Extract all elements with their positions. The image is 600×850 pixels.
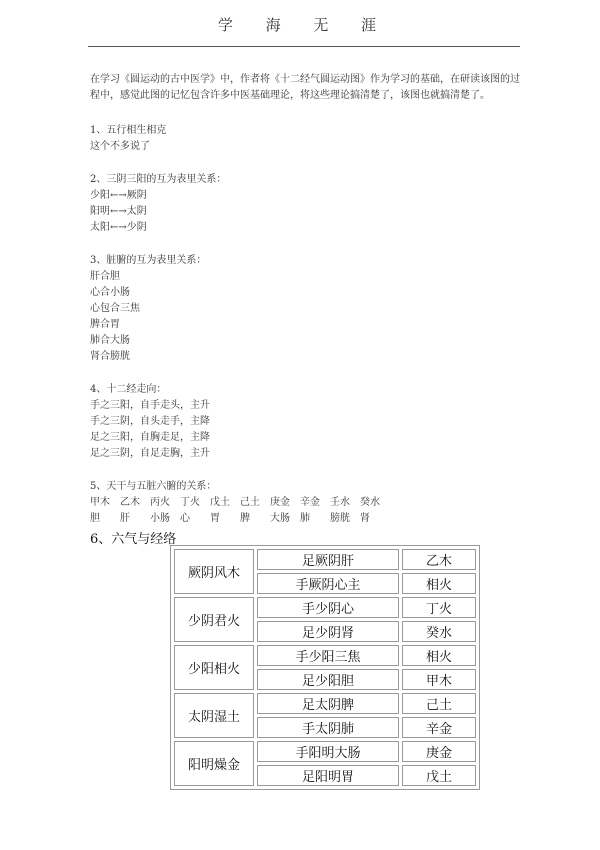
meridian-cell: 足少阴肾 [257, 621, 399, 642]
section-2 [90, 172, 520, 236]
stem-cell: 癸水 [402, 621, 476, 642]
organ-cell: 脾 [240, 513, 250, 524]
meridian-cell: 手厥阴心主 [257, 573, 399, 594]
stem-cell: 相火 [402, 573, 476, 594]
organ-cell: 心 [180, 513, 190, 524]
meridian-cell: 手少阴心 [257, 597, 399, 618]
section-line: 太阳←→少阴 [90, 222, 147, 233]
section-line: 足之三阳，自胸走足，主降 [90, 432, 210, 443]
section-line: 肾合膀胱 [90, 351, 130, 362]
stem-cell: 甲木 [402, 669, 476, 690]
stem-cell: 癸水 [360, 497, 380, 508]
header-divider [88, 46, 520, 47]
meridian-cell: 足太阴脾 [257, 693, 399, 714]
stem-cell: 壬水 [330, 497, 350, 508]
section-title: 1、五行相生相克 [90, 125, 167, 136]
table-row [174, 693, 476, 714]
intro-paragraph: 在学习《圆运动的古中医学》中，作者将《十二经气圆运动图》作为学习的基础，在研读该图的过程中，感觉此图的记忆包含许多中医基础理论，将这些理论搞清楚了，该图也就搞清楚了。 [90, 74, 520, 101]
section-line: 脾合胃 [90, 319, 120, 330]
stem-cell: 乙木 [120, 497, 140, 508]
organ-cell: 胃 [210, 513, 220, 524]
document-body [90, 72, 520, 544]
table-row [174, 549, 476, 570]
section-5 [90, 479, 520, 527]
organ-cell: 肝 [120, 513, 130, 524]
section-line: 心合小肠 [90, 287, 130, 298]
organ-cell: 小肠 [150, 513, 170, 524]
stem-cell: 己土 [402, 693, 476, 714]
table-row [174, 597, 476, 618]
stem-cell: 乙木 [402, 549, 476, 570]
organ-cell: 肾 [360, 513, 370, 524]
qi-name-cell: 少阴君火 [174, 597, 254, 642]
section-line: 阳明←→太阴 [90, 206, 147, 217]
section-line: 少阳←→厥阴 [90, 190, 147, 201]
organ-cell: 肺 [300, 513, 310, 524]
section-4 [90, 382, 520, 462]
meridian-cell: 手太阴肺 [257, 717, 399, 738]
meridian-cell: 足阳明胃 [257, 765, 399, 786]
stem-cell: 戊土 [402, 765, 476, 786]
section-3 [90, 253, 520, 365]
stem-cell: 丁火 [402, 597, 476, 618]
section-title: 3、脏腑的互为表里关系： [90, 255, 207, 266]
section-line: 心包合三焦 [90, 303, 140, 314]
section-6-title: 6、六气与经络 [90, 532, 177, 547]
stem-cell: 丙火 [150, 497, 170, 508]
meridian-cell: 足厥阴肝 [257, 549, 399, 570]
section-1 [90, 123, 520, 155]
section-line: 手之三阳，自手走头，主升 [90, 400, 210, 411]
section-title: 2、三阴三阳的互为表里关系： [90, 174, 227, 185]
stems-row [90, 495, 520, 511]
stem-cell: 相火 [402, 645, 476, 666]
table-row [174, 645, 476, 666]
qi-name-cell: 阳明燥金 [174, 741, 254, 786]
organs-row [90, 511, 520, 527]
meridian-cell: 足少阳胆 [257, 669, 399, 690]
section-line: 足之三阴，自足走胸，主升 [90, 448, 210, 459]
qi-name-cell: 厥阴风木 [174, 549, 254, 594]
qi-name-cell: 太阴湿土 [174, 693, 254, 738]
section-title: 4、十二经走向： [90, 384, 167, 395]
stem-cell: 庚金 [402, 741, 476, 762]
section-line: 手之三阴，自头走手，主降 [90, 416, 210, 427]
section-line: 肺合大肠 [90, 335, 130, 346]
six-qi-table [170, 545, 480, 790]
stem-cell: 辛金 [402, 717, 476, 738]
section-title: 5、天干与五脏六腑的关系： [90, 481, 217, 492]
section-line: 这个不多说了 [90, 141, 150, 152]
stem-cell: 丁火 [180, 497, 200, 508]
stem-cell: 己土 [240, 497, 260, 508]
page-header: 学 海 无 涯 [217, 16, 391, 34]
meridian-cell: 手阳明大肠 [257, 741, 399, 762]
qi-name-cell: 少阳相火 [174, 645, 254, 690]
meridian-cell: 手少阳三焦 [257, 645, 399, 666]
stem-cell: 庚金 [270, 497, 290, 508]
table-row [174, 741, 476, 762]
organ-cell: 膀胱 [330, 513, 350, 524]
section-line: 肝合胆 [90, 271, 120, 282]
stem-cell: 甲木 [90, 497, 110, 508]
organ-cell: 胆 [90, 513, 100, 524]
organ-cell: 大肠 [270, 513, 290, 524]
stem-cell: 戊土 [210, 497, 230, 508]
stem-cell: 辛金 [300, 497, 320, 508]
